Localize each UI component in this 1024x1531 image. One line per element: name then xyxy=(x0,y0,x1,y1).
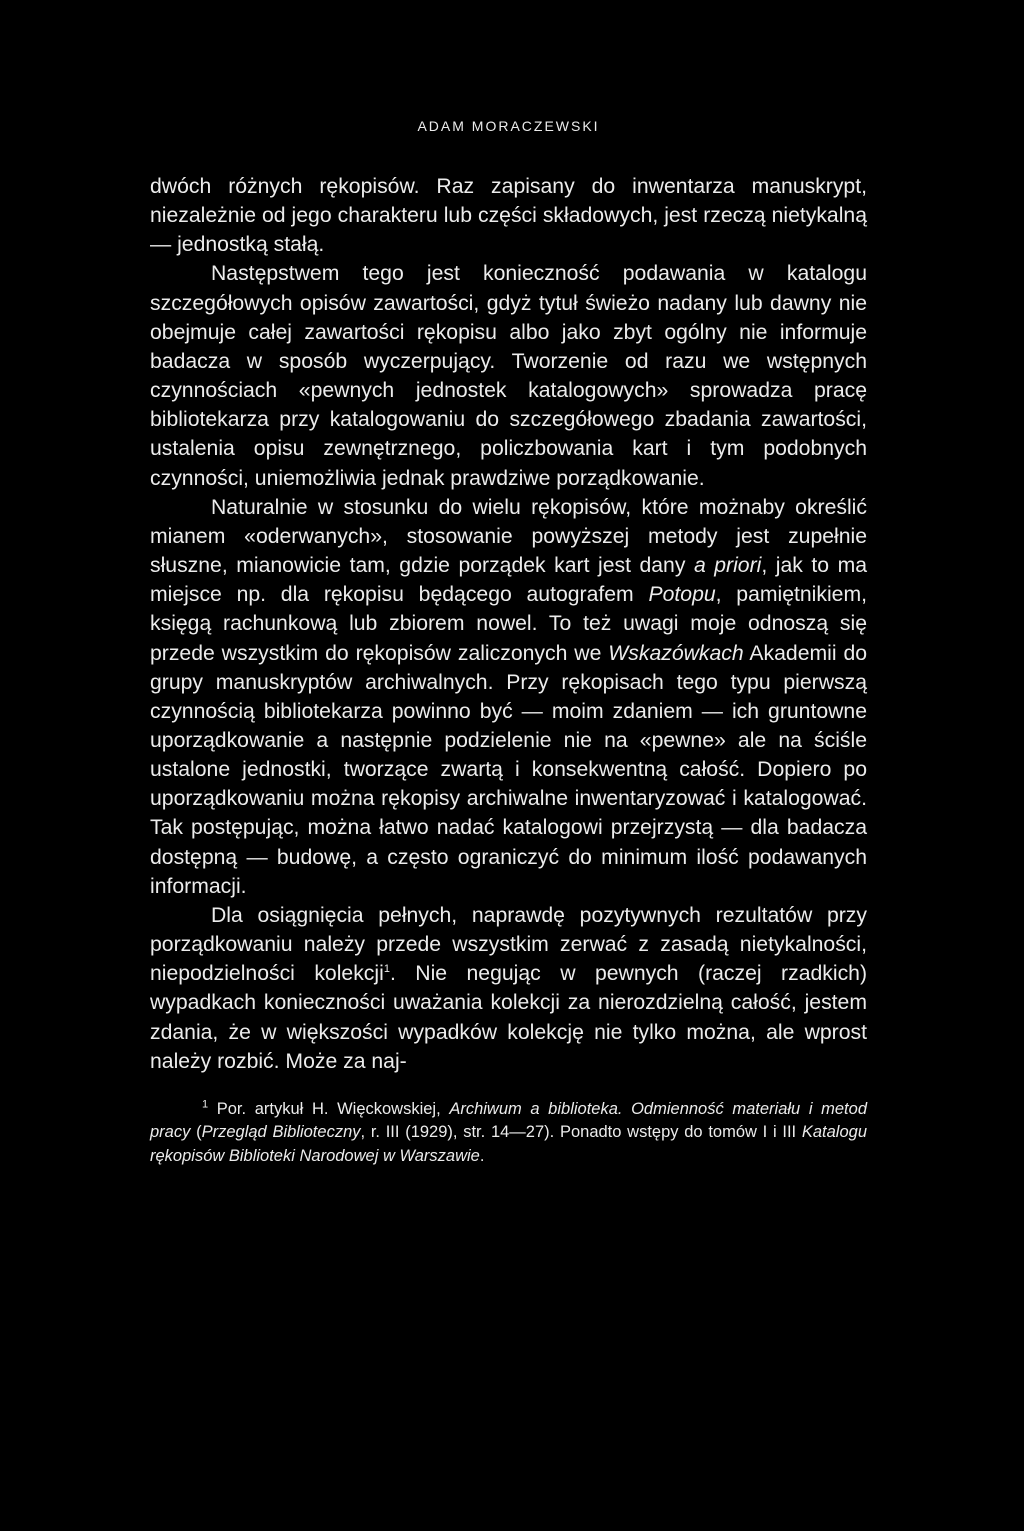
paragraph-1: dwóch różnych rękopisów. Raz zapisany do inwentarza manuskrypt, niezależnie od jego charakteru lub części składowych, jest rzeczą nietykalną — jednostką stałą. xyxy=(150,175,867,257)
italic-potopu: Potopu xyxy=(648,583,716,607)
italic-wskazowkach: Wskazówkach xyxy=(608,641,744,665)
paragraph-3-text-c: , pamiętnikiem, księgą rachunkową lub zbiorem nowel. To też uwagi moje odnoszą się przede wszystkim do rękopisów zaliczonych we xyxy=(150,583,867,665)
footnote-text-2: ( xyxy=(190,1123,202,1142)
footnote-reference: 1 xyxy=(383,963,390,976)
footnote-italic-3: Katalogu rękopisów Biblioteki Narodowej w Warszawie xyxy=(150,1123,867,1165)
paragraph-4-text-a: Dla osiągnięcia pełnych, naprawdę pozytywnych rezultatów przy porządkowaniu należy przede wszystkim zerwać z zasadą nietykalności, niepodzielności kolekcji xyxy=(150,903,867,986)
main-text xyxy=(150,172,867,1076)
paragraph-3-text-a: Naturalnie w stosunku do wielu rękopisów, które możnaby określić mianem «oderwanych», stosowanie powyższej metody jest zupełnie słuszne, mianowicie tam, gdzie porządek kart jest dany xyxy=(150,495,867,578)
paragraph-3-text-b: , jak to ma miejsce np. dla rękopisu będącego autografem xyxy=(150,554,867,607)
footnotes xyxy=(150,1098,867,1169)
footnote-italic-2: Przegląd Biblioteczny xyxy=(201,1123,361,1142)
paragraph-4 xyxy=(150,901,867,1076)
paragraph-2: Następstwem tego jest konieczność podawania w katalogu szczegółowych opisów zawartości, gdyż tytuł świeżo nadany lub dawny nie obejmuje całej zawartości rękopisu albo jako zbyt ogólny nie informuje badacza w sposób wyczerpujący. Tworzenie od razu we wstępnych czynnościach «pewnych jednostek katalogowych» sprowadza pracę bibliotekarza przy katalogowaniu do szczegółowego zbadania zawartości, ustalenia opisu zewnętrznego, policzbowania kart i tym podobnych czynności, uniemożliwia jednak prawdziwe porządkowanie. xyxy=(150,262,867,490)
footnote-text-3: , r. III (1929), str. 14—27). Ponadto wstępy do tomów I i III xyxy=(360,1123,802,1142)
paragraph-4-text-b: . Nie negując w pewnych (raczej rzadkich) wypadkach konieczności uważania kolekcji za nierozdzielną całość, jestem zdania, że w większości wypadków kolekcję nie tylko można, ale wprost należy rozbić. Może za naj- xyxy=(150,962,868,1073)
footnote-marker: 1 xyxy=(202,1098,209,1111)
running-header: ADAM MORACZEWSKI xyxy=(417,118,600,134)
paragraph-3-text-d: Akademii do grupy manuskryptów archiwalnych. Przy rękopisach tego typu pierwszą czynnością bibliotekarza powinno być — moim zdaniem — ich gruntowne uporządkowanie a następnie podzielenie nie na «pewne» ale na ściśle ustalone jednostki, tworzące zwartą i konsekwentną całość. Dopiero po uporządkowaniu można rękopisy archiwalne inwentaryzować i katalogować. Tak postępując, można łatwo nadać katalogowi przejrzystą — dla badacza dostępną — budowę, a często ograniczyć do minimum ilość podawanych informacji. xyxy=(150,641,868,898)
footnote-text-1: Por. artykuł H. Więckowskiej, xyxy=(208,1099,450,1118)
footnote-italic-1: Archiwum a biblioteka. Odmienność materiału i metod pracy xyxy=(150,1099,867,1142)
footnote-1 xyxy=(150,1098,867,1169)
paragraph-3 xyxy=(150,493,867,901)
italic-a-priori: a priori xyxy=(693,554,762,578)
book-page xyxy=(150,118,867,1168)
footnote-text-4: . xyxy=(479,1146,485,1165)
